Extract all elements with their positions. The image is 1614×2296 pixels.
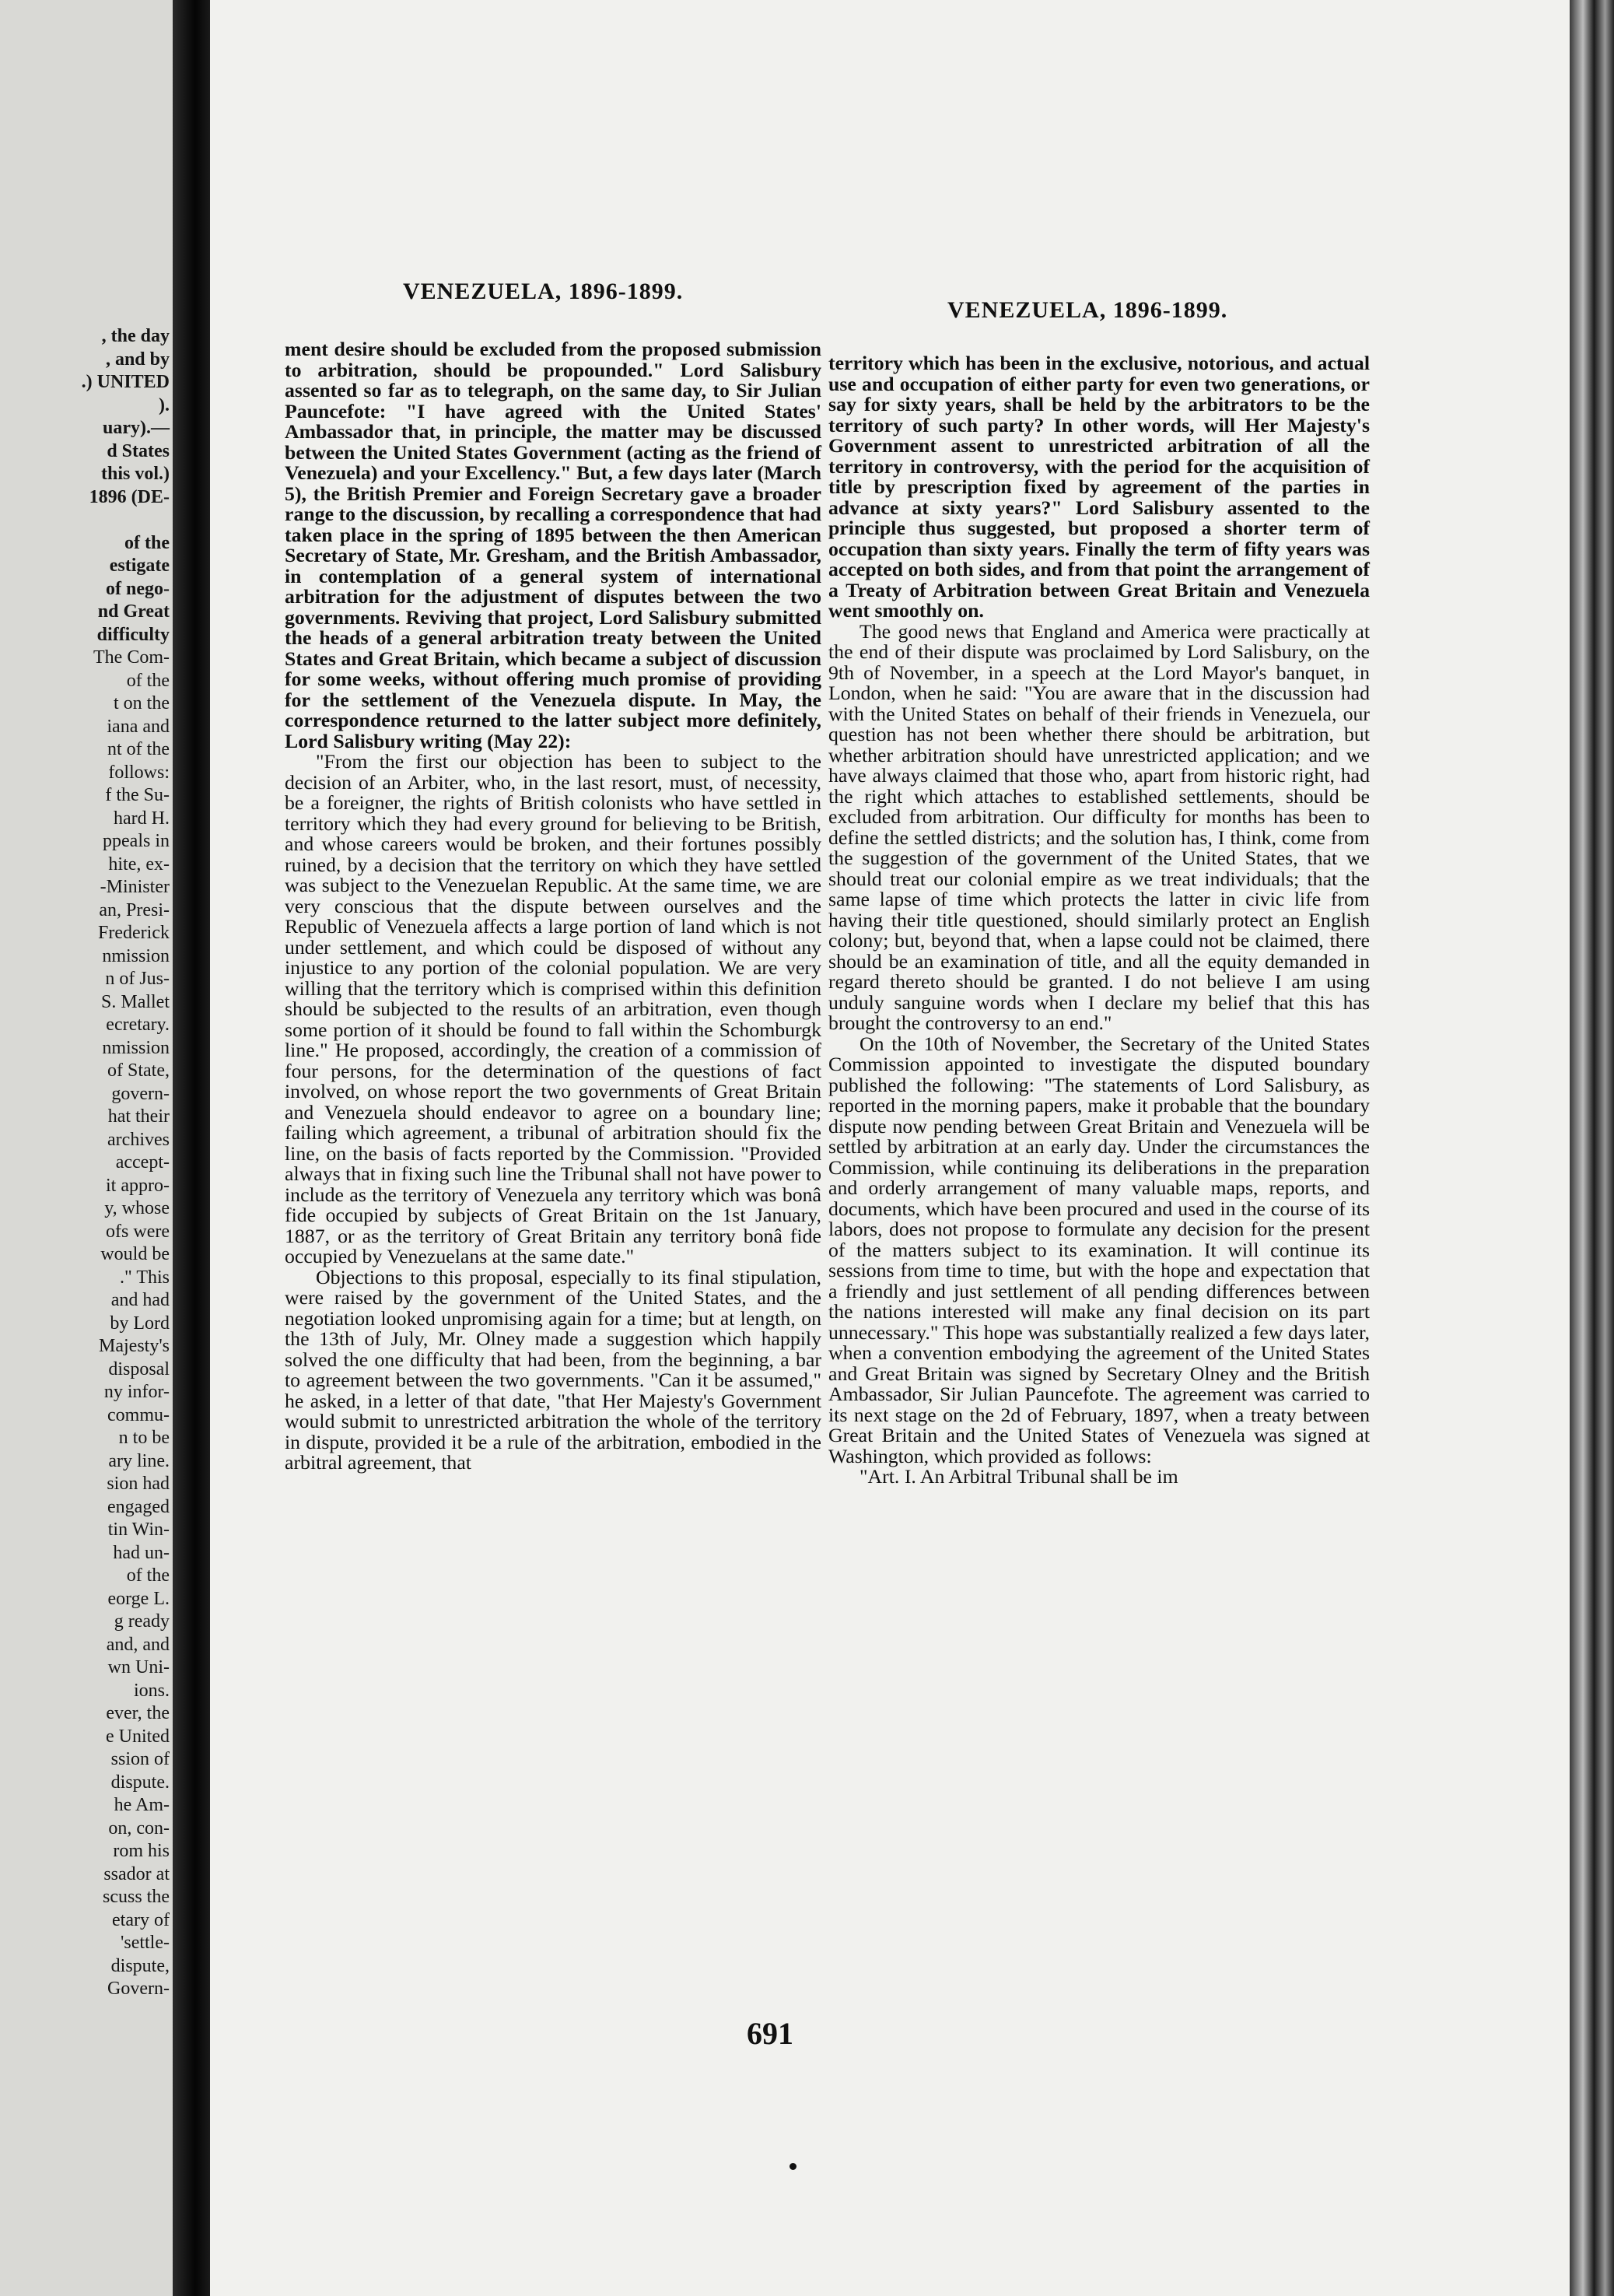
facing-page-text [6,325,170,2001]
facing-page-line: wn Uni- [107,1657,170,1677]
facing-page-line: this vol.) [100,464,170,484]
facing-page-line: etary of [112,1909,170,1930]
facing-page-line: ofs were [106,1221,170,1242]
facing-page-line: of the [126,670,170,691]
facing-page-line: ssion of [110,1749,170,1769]
book-edge [1570,0,1614,2296]
facing-page-line: he Am- [114,1795,170,1815]
facing-page-line: estigate [109,556,170,576]
paragraph-quote: "From the first our objection has been to subject to the decision of an Arbiter, who, in the last resort, must, of necessity, be a foreigner, the rights of British colonists who have settled in territory which they had every ground for believing to be British, and whose careers would be broken, and their fortunes possibly ruined, by a decision that the territory on which they have settled was subject to the Venezuelan Republic. At the same time, we are very conscious that the dispute between ourselves and the Republic of Venezuela affects a large portion of land which is not under settlement, and which could be disposed of without any injustice to any portion of the colonial population. We are very willing that the territory which is comprised within this definition should be subjected to the results of an arbitration, even though some portion of it should be found to fall within the Schomburgk line." He proposed, accordingly, the creation of a commission of four persons, for the determination of the questions of fact involved, on whose report the two governments of Great Britain and Venezuela should endeavor to agree on a boundary line; failing which agreement, a tribunal of arbitration should fix the line, on the basis of facts reported by the Commission. "Provided always that in fixing such line the Tribunal shall not have power to include as the territory of Venezuela any territory which was bonâ fide occupied by subjects of Great Britain on the 1st January, 1887, or as the territory of Great Britain any territory bonâ fide occupied by Venezuelans at the same date." [285,750,821,1267]
facing-page-line: engaged [107,1496,170,1517]
facing-page-line: ever, the [106,1703,170,1723]
facing-page-line: n of Jus- [105,969,170,989]
facing-page-line: commu- [107,1404,170,1425]
facing-page-line: and, and [106,1634,170,1655]
facing-page-line: it appro- [106,1175,170,1196]
facing-page-line: ary line. [108,1450,170,1471]
facing-page-line: Majesty's [99,1336,170,1356]
facing-page-line: The Com- [93,647,170,668]
facing-page-line: t on the [114,693,170,713]
facing-page-line: hat their [107,1106,170,1127]
facing-page-line: archives [107,1129,170,1150]
facing-page-line: dispute, [110,1955,170,1976]
facing-page-line: ecretary. [106,1015,170,1035]
facing-page-line: disposal [108,1358,170,1379]
facing-page-line [6,509,170,532]
facing-page-line: ." This [119,1267,170,1288]
facing-page-line: govern- [111,1083,170,1104]
document-page [210,0,1570,2296]
paragraph: The good news that England and America were practically at the end of their dispute was proclaimed by Lord Salisbury, on the 9th of November, in a speech at the Lord Mayor's banquet, in London, when he said: "You are aware that in the discussion had with the United States on behalf of their friends in Venezuela, our question has not been whether there should be arbitration, but whether arbitration should have unrestricted application; and we have always claimed that those who, apart from historic right, had the right which attaches to established settlements, should be excluded from arbitration. Our difficulty for months has been to define the settled districts; and the solution has, I think, come from the suggestion of the government of the United States, that we should treat our colonial empire as we treat individuals; that the same lapse of time which protects the latter in civic life from having their title questioned, should similarly protect an English colony; but, beyond that, when a lapse could not be claimed, there should be an examination of title, and all the equity demanded in regard thereto should be granted. I do not believe I am using unduly sanguine words when I declare my belief that this has brought the controversy to an end." [828,619,1370,1034]
facing-page-line: accept- [115,1152,170,1173]
facing-page-line: of State, [107,1060,170,1081]
facing-page-line: by Lord [110,1313,170,1334]
facing-page-line: of the [124,532,170,553]
facing-page-line: hard H. [114,808,170,829]
facing-page-line: ions. [133,1680,170,1701]
facing-page-line: follows: [108,762,170,783]
paragraph: ment desire should be excluded from the proposed submission to arbitration, should be propounded." Lord Salisbury assented so far as to telegraph, on the same day, to Sir Julian Pauncefote: "I have agreed with the United States' Ambassador that, in principle, the matter may be discussed between the United States Government (acting as the friend of Venezuela) and your Excellency." But, a few days later (March 5), the British Premier and Foreign Secretary gave a broader range to the discussion, by recalling a correspondence that had taken place in the spring of 1895 between the then American Secretary of State, Mr. Gresham, and the British Ambassador, in contemplation of a general system of international arbitration for the adjustment of disputes between the two governments. Reviving that project, Lord Salisbury submitted the heads of a general arbitration treaty between the United States and Great Britain, which became a subject of discussion for some weeks, without offering much promise of providing for the settlement of the Venezuela dispute. In May, the correspondence returned to the latter subject more definitely, Lord Salisbury writing (May 22): [285,338,821,752]
facing-page-line: dispute. [110,1772,170,1793]
facing-page-line: 'settle- [121,1933,170,1953]
facing-page-line: rom his [113,1841,170,1861]
facing-page-line: of the [126,1565,170,1586]
facing-page-line: nmission [102,945,170,966]
facing-page-line: d States [107,440,170,461]
paragraph: territory which has been in the exclusive, notorious, and actual use and occupation of either party for even two generations, or say for sixty years, shall be held by the arbitrators to be the territory of such party? In other words, will Her Majesty's Government assent to unrestricted arbitration of all the territory in controversy, with the period for the acquisition of title by prescription fixed by agreement of the parties in advance at sixty years?" Lord Salisbury assented to the principle thus suggested, but proposed a shorter term of occupation than sixty years. Finally the term of fifty years was accepted on both sides, and from that point the arrangement of a Treaty of Arbitration between Great Britain and Venezuela went smoothly on. [828,352,1370,622]
running-header-right: VENEZUELA, 1896-1899. [947,297,1228,323]
facing-page-line: an, Presi- [99,899,170,920]
facing-page-line: tin Win- [107,1520,170,1540]
facing-page-line: S. Mallet [101,991,170,1012]
facing-page-line: ). [159,394,170,415]
text-column-right [828,353,1370,1488]
paragraph: "Art. I. An Arbitral Tribunal shall be im [860,1465,1178,1488]
paragraph: On the 10th of November, the Secretary of the United States Commission appointed to investigate the disputed boundary published the following: "The statements of Lord Salisbury, as reported in the morning papers, make it probable that the boundary dispute now pending between Great Britain and Venezuela will be settled by arbitration at an early day. Under the circumstances the Commission, while continuing its deliberations in the preparation and orderly arrangement of many valuable maps, reports, and documents, which have been procured and used in the course of its labors, does not propose to formulate any decision for the present of the matters subject to its examination. It will continue its sessions from time to time, but with the hope and expectation that a friendly and just settlement of all pending differences between the nations interested will make any final decision on its part unnecessary." This hope was substantially realized a few days later, when a convention embodying the agreement of the United States and Great Britain was signed by Secretary Olney and the British Ambassador, Sir Julian Pauncefote. The agreement was carried to its next stage on the 2d of February, 1897, when a treaty between Great Britain and the United States of Venezuela was signed at Washington, which provided as follows: [828,1032,1370,1467]
facing-page-line: Govern- [107,1979,170,1999]
running-header-left: VENEZUELA, 1896-1899. [403,279,684,304]
page-number: 691 [747,2016,793,2051]
facing-page-line: nt of the [107,739,170,759]
facing-page-line: hite, ex- [108,854,170,875]
facing-page-line: , and by [105,349,170,370]
facing-page-line: g ready [114,1611,170,1632]
facing-page-line: 1896 (DE- [89,486,170,507]
facing-page-line: on, con- [108,1818,170,1839]
facing-page-line: -Minister [100,877,170,897]
facing-page-line: n to be [118,1428,170,1448]
text-column-left [285,339,821,1474]
facing-page-line: scuss the [103,1887,170,1907]
facing-page-line: e United [106,1726,170,1747]
facing-page-line: nd Great [97,601,170,622]
page-blemish [789,2163,796,2170]
paragraph: Objections to this proposal, especially to its final stipulation, were raised by the government of the United States, and the negotiation looked unpromising again for a time; but at length, on the 13th of July, Mr. Olney made a suggestion which happily solved the one difficulty that had been, from the beginning, a bar to agreement between the two governments. "Can it be assumed," he asked, in a letter of that date, "that Her Majesty's Government would submit to unrestricted arbitration the whole of the territory in dispute, provided it be a rule of the arbitration, embodied in the arbitral agreement, that [285,1265,821,1474]
facing-page-line: and had [110,1290,170,1310]
facing-page-line: had un- [113,1542,170,1563]
facing-page-line: ny infor- [103,1382,170,1402]
facing-page-line: sion had [107,1474,170,1494]
facing-page-line: uary).— [103,418,170,438]
book-gutter [173,0,210,2296]
facing-page-line: .) UNITED [81,372,170,392]
facing-page-line: , the day [101,326,170,346]
facing-page-line: y, whose [104,1198,170,1218]
facing-page-line: ssador at [103,1863,170,1884]
facing-page-line: difficulty [96,624,170,645]
facing-page-line: Frederick [98,923,170,943]
facing-page-line: iana and [107,716,170,737]
facing-page-line: eorge L. [107,1588,170,1609]
facing-page-line: f the Su- [105,785,170,805]
facing-page-fragment [0,0,173,2296]
facing-page-line: would be [100,1244,170,1264]
facing-page-line: nmission [102,1037,170,1058]
facing-page-line: ppeals in [103,831,170,851]
facing-page-line: of nego- [106,578,170,599]
